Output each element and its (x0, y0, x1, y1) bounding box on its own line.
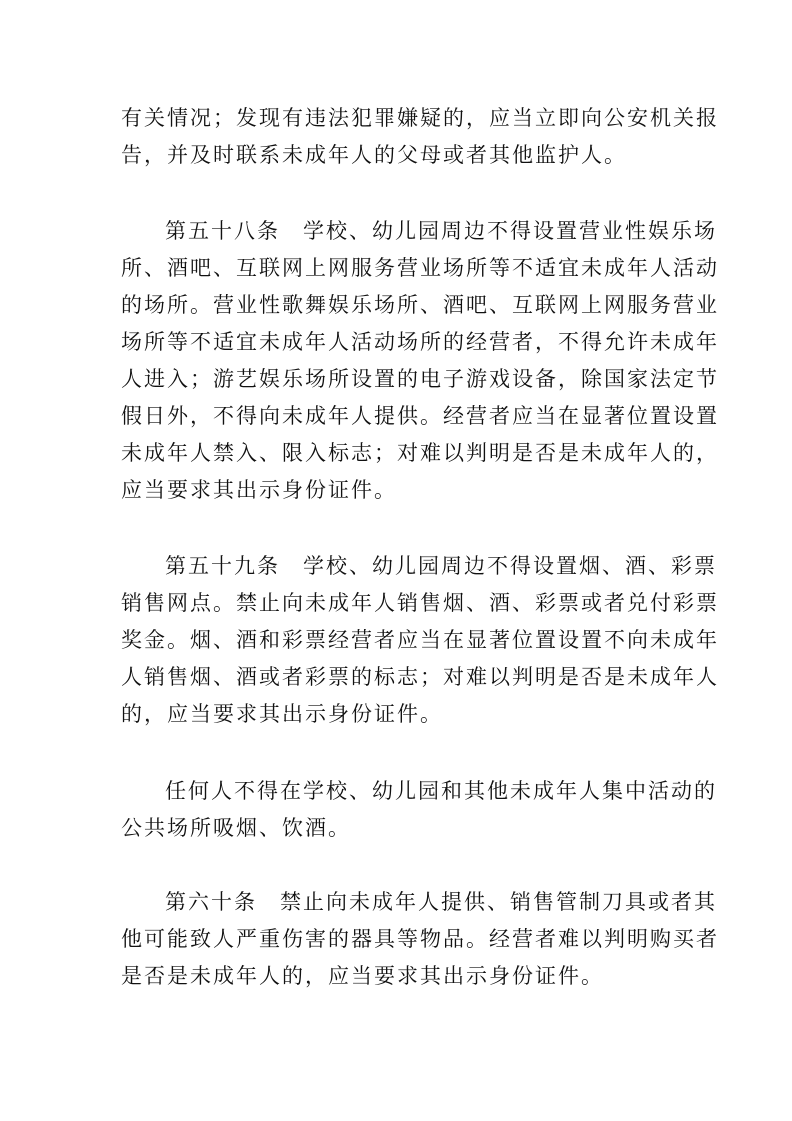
paragraph-article-58 (121, 213, 719, 509)
text-line: 告，并及时联系未成年人的父母或者其他监护人。 (121, 143, 627, 167)
text-line: 他可能致人严重伤害的器具等物品。经营者难以判明购买者 (121, 927, 719, 951)
text-line: 假日外，不得向未成年人提供。经营者应当在显著位置设置 (121, 404, 719, 428)
text-line: 第五十八条 学校、幼儿园周边不得设置营业性娱乐场 (165, 219, 717, 243)
text-line: 公共场所吸烟、饮酒。 (121, 816, 351, 840)
text-line: 人进入；游艺娱乐场所设置的电子游戏设备，除国家法定节 (121, 367, 719, 391)
text-line: 有关情况；发现有违法犯罪嫌疑的，应当立即向公安机关报 (121, 106, 719, 130)
text-line: 的场所。营业性歌舞娱乐场所、酒吧、互联网上网服务营业 (121, 293, 719, 317)
text-line: 是否是未成年人的，应当要求其出示身份证件。 (121, 964, 604, 988)
text-line: 奖金。烟、酒和彩票经营者应当在显著位置设置不向未成年 (121, 628, 719, 652)
paragraph-article-59 (121, 548, 719, 733)
text-line: 未成年人禁入、限入标志；对难以判明是否是未成年人的， (121, 441, 719, 465)
text-line: 的，应当要求其出示身份证件。 (121, 702, 443, 726)
text-line: 销售网点。禁止向未成年人销售烟、酒、彩票或者兑付彩票 (121, 591, 719, 615)
text-line: 第六十条 禁止向未成年人提供、销售管制刀具或者其 (165, 890, 717, 914)
text-line: 所、酒吧、互联网上网服务营业场所等不适宜未成年人活动 (121, 256, 719, 280)
text-line: 场所等不适宜未成年人活动场所的经营者，不得允许未成年 (121, 330, 719, 354)
text-line: 人销售烟、酒或者彩票的标志；对难以判明是否是未成年人 (121, 665, 719, 689)
text-line: 第五十九条 学校、幼儿园周边不得设置烟、酒、彩票 (165, 554, 717, 578)
text-line: 任何人不得在学校、幼儿园和其他未成年人集中活动的 (165, 779, 717, 803)
paragraph-article-59-clause (121, 773, 717, 847)
paragraph-continuation (121, 100, 719, 174)
text-line: 应当要求其出示身份证件。 (121, 478, 397, 502)
paragraph-article-60 (121, 884, 719, 995)
